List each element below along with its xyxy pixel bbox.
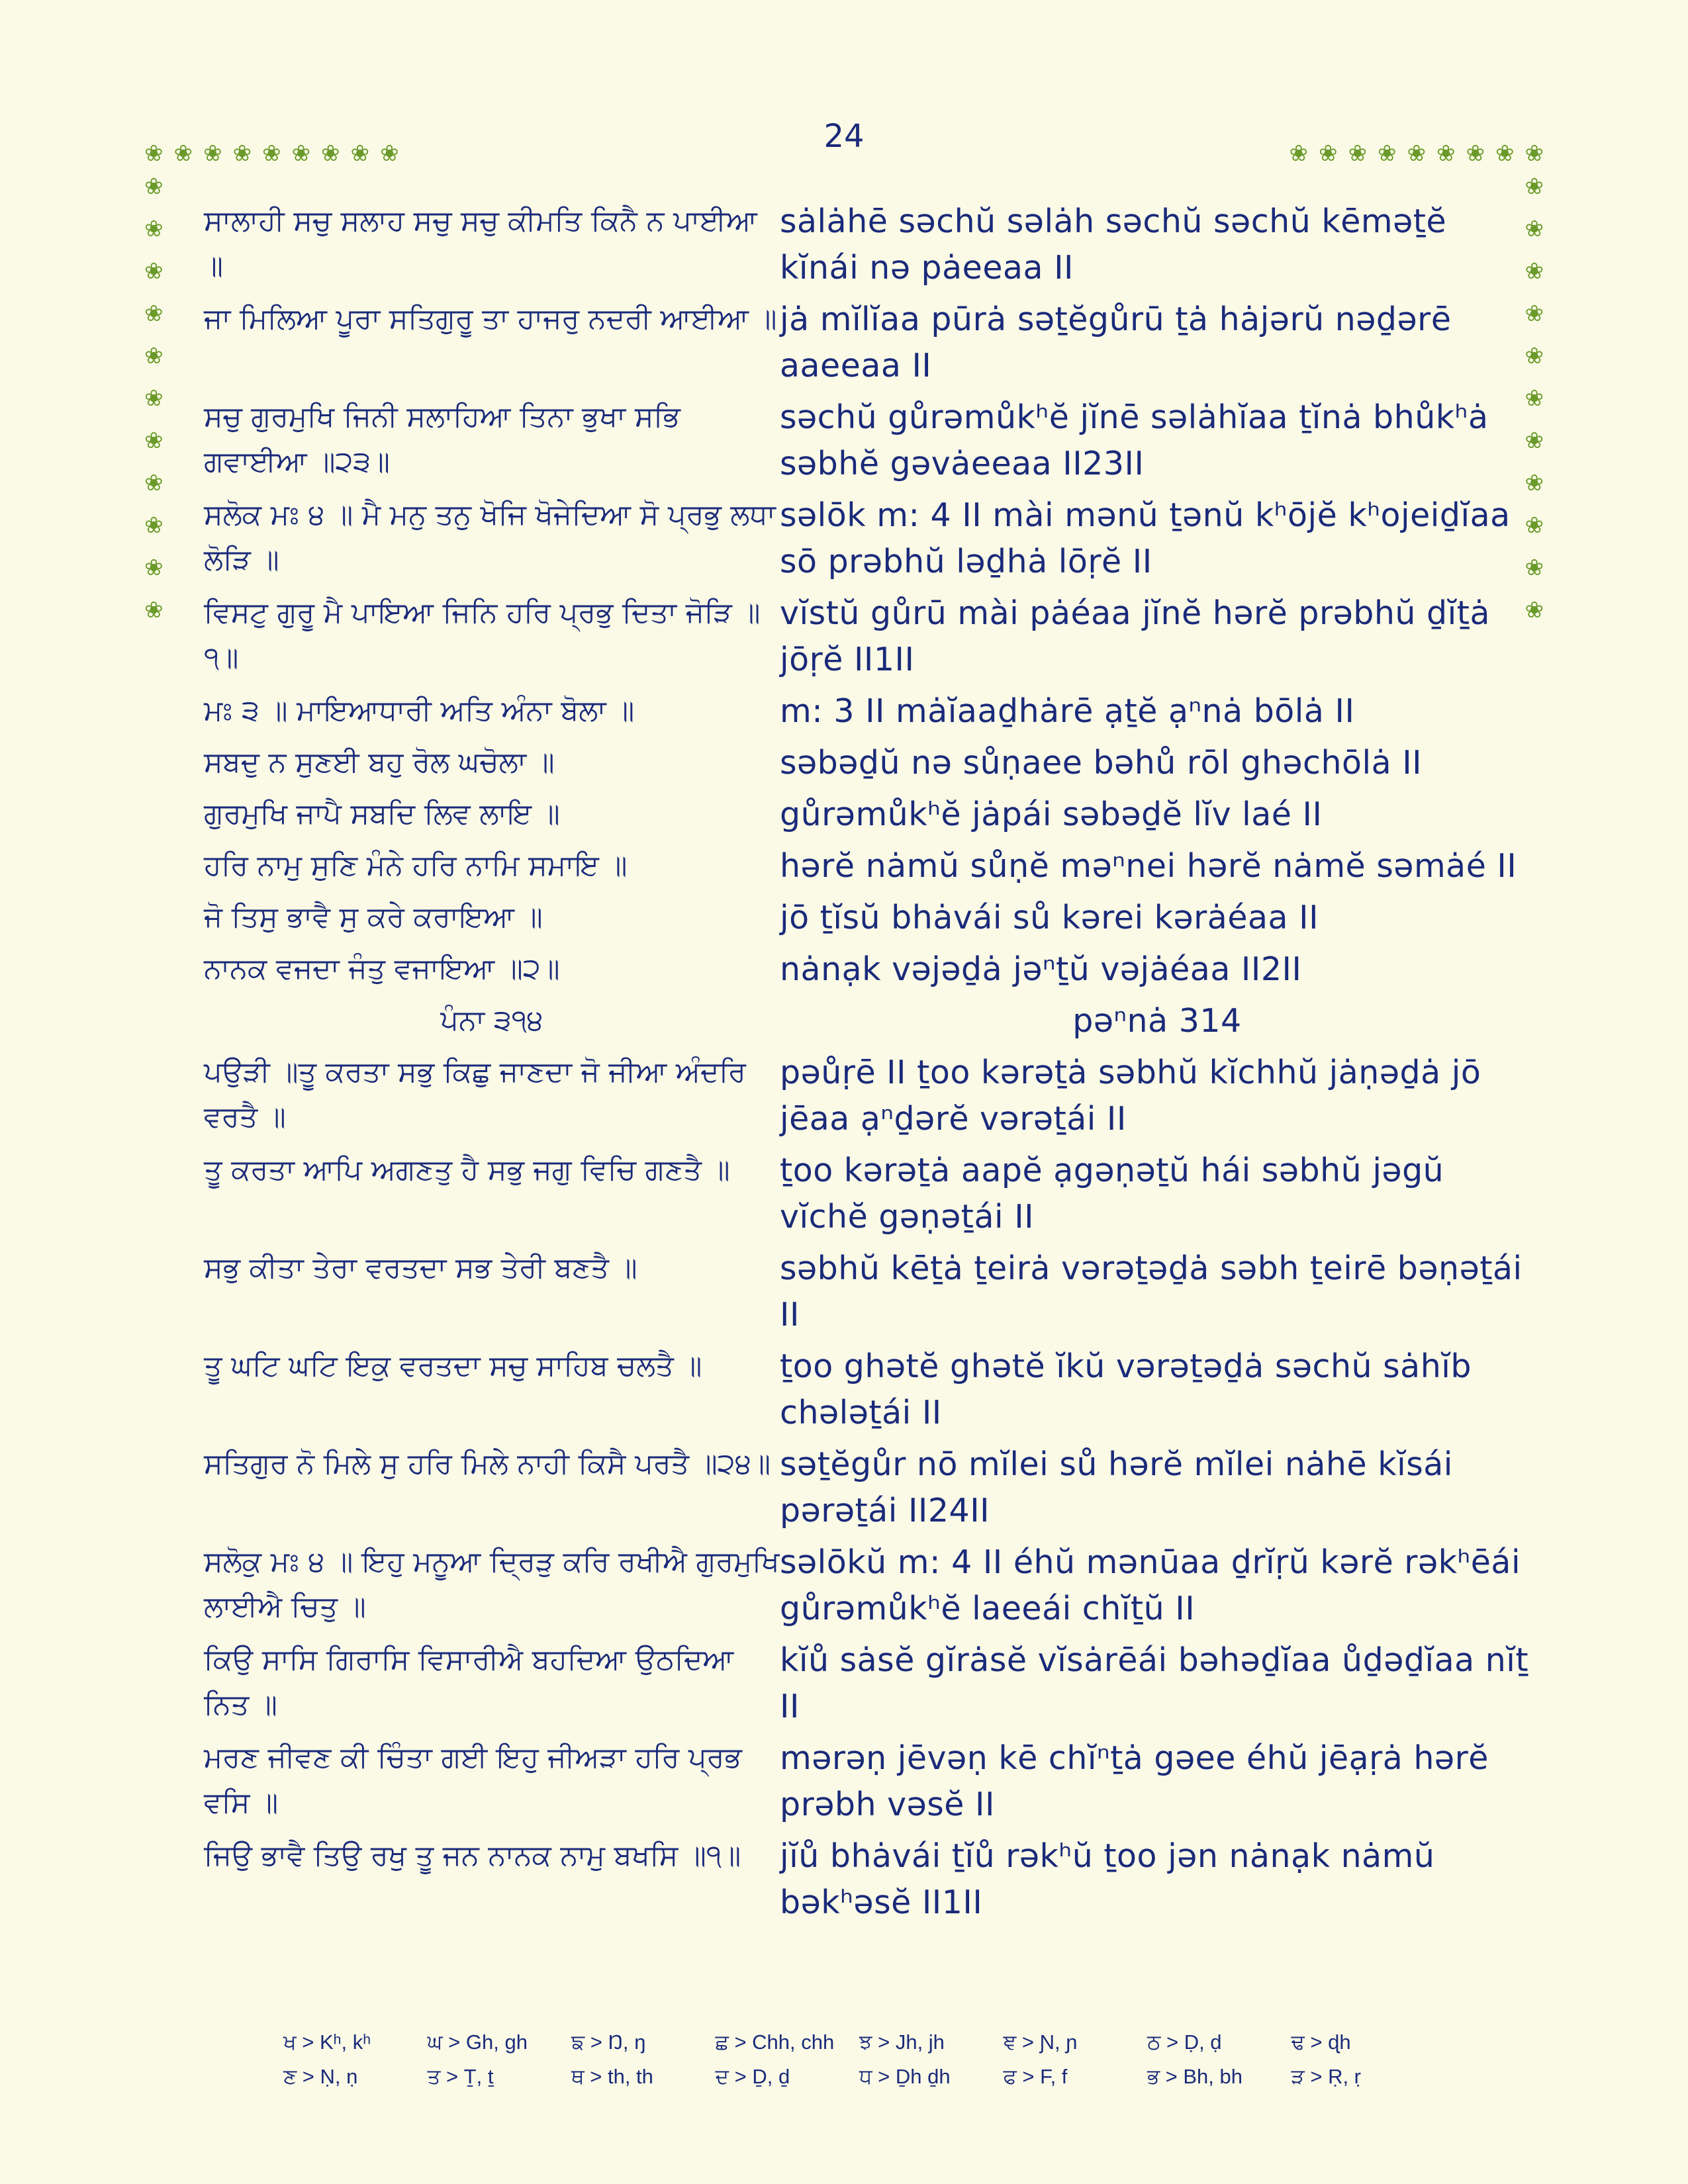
gurmukhi-text: ਜਾ ਮਿਲਿਆ ਪੂਰਾ ਸਤਿਗੁਰੂ ਤਾ ਹਾਜਰੁ ਨਦਰੀ ਆਈਆ ॥: [204, 302, 777, 336]
flower-icon: ❀: [380, 140, 399, 167]
legend-entry: ਦ > Ḏ, ḏ: [715, 2065, 790, 2088]
transliteration-legend: [283, 2025, 1435, 2094]
flower-icon: ❀: [144, 597, 164, 623]
verse-row: [204, 792, 1534, 838]
flower-icon: ❀: [144, 216, 164, 242]
gurmukhi-text: ਤੂ ਕਰਤਾ ਆਪਿ ਅਗਣਤੁ ਹੈ ਸਭੁ ਜਗੁ ਵਿਚਿ ਗਣਤੈ ॥: [204, 1154, 730, 1187]
page-number: 24: [823, 118, 865, 155]
verse-table: [204, 199, 1534, 1931]
gurmukhi-text: ਸਲੋਕੁ ਮਃ ੪ ॥ ਇਹੁ ਮਨੂਆ ਦ੍ਰਿੜੁ ਕਰਿ ਰਖੀਐ ਗੁਰਮੁਖਿ ਲਾਈਐ ਚਿਤੁ ॥: [204, 1545, 780, 1623]
gurmukhi-text: ਮਃ ੩ ॥ ਮਾਇਆਧਾਰੀ ਅਤਿ ਅੰਨਾ ਬੋਲਾ ॥: [204, 694, 635, 727]
flower-icon: ❀: [144, 343, 164, 369]
transliteration-text: pəůṛē II ṯoo kərəṯȧ səbhŭ kĭchhŭ jȧṇəḏȧ jō jēaa ạⁿḏərĕ vərəṯái II: [780, 1054, 1481, 1138]
legend-entry: ਛ > Chh, chh: [715, 2030, 835, 2054]
verse-row: [204, 688, 1534, 735]
transliteration-text: səlōk m: 4 II mài mənŭ ṯənŭ kʰōjĕ kʰojeiḏĭaa sō prəbhŭ ləḏhȧ lōṛĕ II: [780, 496, 1511, 580]
verse-row: [204, 843, 1534, 889]
transliteration-text: jȧ mĭlĭaa pūrȧ səṯĕgůrū ṯȧ hȧjərŭ nəḏərē aaeeaa II: [780, 300, 1452, 385]
gurmukhi-text: ਸਚੁ ਗੁਰਮੁਖਿ ਜਿਨੀ ਸਲਾਹਿਆ ਤਿਨਾ ਭੁਖਾ ਸਭਿ ਗਵਾਈਆ ॥੨੩॥: [204, 400, 680, 478]
flower-icon: ❀: [291, 140, 310, 167]
flower-icon: ❀: [1524, 428, 1544, 454]
transliteration-text: ṯoo kərəṯȧ aapĕ ạgəṇəṯŭ hái səbhŭ jəgŭ vĭchĕ gəṇəṯái II: [780, 1152, 1444, 1236]
gurmukhi-text: ਸਲੋਕ ਮਃ ੪ ॥ ਮੈ ਮਨੁ ਤਨੁ ਖੋਜਿ ਖੋਜੇਦਿਆ ਸੋ ਪ੍ਰਭੁ ਲਧਾ ਲੋੜਿ ॥: [204, 498, 776, 576]
flower-icon: ❀: [173, 140, 193, 167]
verse-row: [204, 1539, 1534, 1632]
flower-icon: ❀: [144, 512, 164, 539]
verse-row: [204, 946, 1534, 993]
verse-row: [204, 199, 1534, 291]
flower-icon: ❀: [1524, 597, 1544, 623]
gurmukhi-text: ਕਿਉ ਸਾਸਿ ਗਿਰਾਸਿ ਵਿਸਾਰੀਐ ਬਹਦਿਆ ਉਠਦਿਆ ਨਿਤ ॥: [204, 1643, 734, 1721]
flower-icon: ❀: [144, 470, 164, 496]
verse-row: [204, 394, 1534, 487]
gurmukhi-text: ਸਾਲਾਹੀ ਸਚੁ ਸਲਾਹ ਸਚੁ ਸਚੁ ਕੀਮਤਿ ਕਿਨੈ ਨ ਪਾਈਆ ॥: [204, 205, 757, 283]
transliteration-text: səṯĕgůr nō mĭlei sů hərĕ mĭlei nȧhē kĭsái pərəṯái II24II: [780, 1445, 1453, 1529]
transliteration-text: səchŭ gůrəmůkʰĕ jĭnē səlȧhĭaa ṯĭnȧ bhůkʰȧ səbhĕ gəvȧeeaa II23II: [780, 398, 1489, 482]
transliteration-text: pəⁿnȧ 314: [1072, 1002, 1242, 1040]
flower-icon: ❀: [144, 385, 164, 412]
legend-entry: ਠ > Ḍ, ḍ: [1147, 2030, 1222, 2054]
verse-row: [204, 895, 1534, 941]
verse-row: [204, 492, 1534, 585]
legend-row: [283, 2060, 1435, 2094]
legend-entry: ਭ > Bh, bh: [1147, 2065, 1243, 2088]
flower-icon: ❀: [1524, 470, 1544, 496]
gurmukhi-text: ਸਤਿਗੁਰ ਨੋ ਮਿਲੇ ਸੁ ਹਰਿ ਮਿਲੇ ਨਾਹੀ ਕਿਸੈ ਪਰਤੈ ॥੨੪॥: [204, 1447, 771, 1480]
flower-icon: ❀: [232, 140, 252, 167]
transliteration-text: gůrəmůkʰĕ jȧpái səbəḏĕ lĭv laé II: [780, 796, 1323, 833]
gurmukhi-text: ਪਉੜੀ ॥ਤੂ ਕਰਤਾ ਸਭੁ ਕਿਛੁ ਜਾਣਦਾ ਜੋ ਜੀਆ ਅੰਦਰਿ ਵਰਤੈ ॥: [204, 1056, 746, 1134]
legend-entry: ਤ > Ṯ, ṯ: [427, 2065, 494, 2088]
legend-entry: ਙ > Ŋ, ŋ: [571, 2030, 646, 2054]
legend-entry: ਘ > Gh, gh: [427, 2030, 528, 2054]
verse-row: [204, 590, 1534, 683]
transliteration-text: vĭstŭ gůrū mài pȧéaa jĭnĕ hərĕ prəbhŭ ḏĭṯȧ jōṛĕ II1II: [780, 594, 1490, 678]
flower-border-top-left: [144, 139, 399, 168]
flower-icon: ❀: [1524, 173, 1544, 200]
flower-icon: ❀: [1378, 140, 1397, 167]
gurmukhi-text: ਪੰਨਾ ੩੧੪: [440, 1004, 543, 1037]
legend-entry: ਞ > Ɲ, ɲ: [1003, 2030, 1078, 2054]
flower-icon: ❀: [1436, 140, 1456, 167]
flower-border-left: [144, 172, 164, 625]
transliteration-text: mərəṇ jēvəṇ kē chĭⁿṯȧ gəee éhŭ jēạṛȧ hərĕ prəbh vəsĕ II: [780, 1739, 1489, 1823]
legend-entry: ਖ > Kʰ, kʰ: [283, 2030, 371, 2054]
gurmukhi-text: ਤੂ ਘਟਿ ਘਟਿ ਇਕੁ ਵਰਤਦਾ ਸਚੁ ਸਾਹਿਬ ਚਲਤੈ ॥: [204, 1349, 702, 1383]
gurmukhi-text: ਜੋ ਤਿਸੁ ਭਾਵੈ ਸੁ ਕਰੇ ਕਰਾਇਆ ॥: [204, 901, 543, 934]
verse-row: [204, 1148, 1534, 1240]
flower-icon: ❀: [321, 140, 340, 167]
transliteration-text: səbəḏŭ nə sůṇaee bəhů rōl ghəchōlȧ II: [780, 744, 1423, 782]
legend-entry: ਧ > Ḏh ḏh: [859, 2065, 951, 2088]
verse-row: [204, 740, 1534, 786]
verse-row: [204, 296, 1534, 389]
flower-icon: ❀: [1319, 140, 1338, 167]
flower-icon: ❀: [1524, 385, 1544, 412]
flower-icon: ❀: [262, 140, 281, 167]
legend-entry: ਣ > Ṇ, ṇ: [283, 2065, 358, 2088]
flower-icon: ❀: [1524, 343, 1544, 369]
flower-icon: ❀: [144, 173, 164, 200]
transliteration-text: nȧnạk vəjəḏȧ jəⁿṯŭ vəjȧéaa II2II: [780, 950, 1302, 988]
flower-icon: ❀: [1348, 140, 1367, 167]
gurmukhi-text: ਗੁਰਮੁਖਿ ਜਾਪੈ ਸਬਦਿ ਲਿਵ ਲਾਇ ॥: [204, 797, 560, 831]
flower-icon: ❀: [144, 140, 164, 167]
legend-entry: ੜ > Ṛ, ṛ: [1291, 2065, 1362, 2088]
flower-icon: ❀: [1407, 140, 1426, 167]
flower-icon: ❀: [350, 140, 369, 167]
flower-icon: ❀: [203, 140, 222, 167]
flower-icon: ❀: [1524, 140, 1544, 167]
legend-entry: ਫ > F, f: [1003, 2065, 1068, 2088]
flower-icon: ❀: [144, 428, 164, 454]
gurmukhi-text: ਸਭੁ ਕੀਤਾ ਤੇਰਾ ਵਰਤਦਾ ਸਭ ਤੇਰੀ ਬਣਤੈ ॥: [204, 1251, 637, 1285]
flower-icon: ❀: [1289, 140, 1308, 167]
verse-row: [204, 1441, 1534, 1534]
transliteration-text: m: 3 II mȧĭaaḏhȧrē ạṯĕ ạⁿnȧ bōlȧ II: [780, 692, 1355, 730]
gurmukhi-text: ਨਾਨਕ ਵਜਦਾ ਜੰਤੁ ਵਜਾਇਆ ॥੨॥: [204, 952, 560, 985]
flower-icon: ❀: [1524, 258, 1544, 285]
flower-icon: ❀: [1524, 300, 1544, 327]
transliteration-text: sȧlȧhē səchŭ səlȧh səchŭ səchŭ kēməṯĕ kĭnái nə pȧeeaa II: [780, 203, 1447, 287]
gurmukhi-text: ਜਿਉ ਭਾਵੈ ਤਿਉ ਰਖੁ ਤੂ ਜਨ ਨਾਨਕ ਨਾਮੁ ਬਖਸਿ ॥੧॥: [204, 1839, 741, 1872]
verse-row: [204, 1246, 1534, 1338]
flower-icon: ❀: [1524, 512, 1544, 539]
gurmukhi-text: ਸਬਦੁ ਨ ਸੁਣਈ ਬਹੁ ਰੋਲ ਘਚੋਲਾ ॥: [204, 746, 555, 779]
transliteration-text: ṯoo ghətĕ ghətĕ ĭkŭ vərəṯəḏȧ səchŭ sȧhĭb chələṯái II: [780, 1347, 1472, 1432]
verse-row: [204, 1050, 1534, 1142]
gurmukhi-text: ਹਰਿ ਨਾਮੁ ਸੁਣਿ ਮੰਨੇ ਹਰਿ ਨਾਮਿ ਸਮਾਇ ॥: [204, 849, 628, 882]
flower-icon: ❀: [144, 555, 164, 581]
legend-entry: ਝ > Jh, jh: [859, 2030, 945, 2054]
transliteration-text: səlōkŭ m: 4 II éhŭ mənūaa ḏrĭṛŭ kərĕ rəkʰēái gůrəmůkʰĕ laeeái chĭṯŭ II: [780, 1543, 1521, 1627]
gurmukhi-text: ਵਿਸਟੁ ਗੁਰੂ ਮੈ ਪਾਇਆ ਜਿਨਿ ਹਰਿ ਪ੍ਰਭੁ ਦਿਤਾ ਜੋੜਿ ॥੧॥: [204, 596, 761, 674]
legend-row: [283, 2025, 1435, 2060]
verse-row: [204, 1833, 1534, 1926]
legend-entry: ਥ > th, th: [571, 2065, 653, 2088]
verse-row: [204, 1637, 1534, 1730]
verse-row: [204, 1343, 1534, 1436]
flower-icon: ❀: [1495, 140, 1515, 167]
flower-icon: ❀: [144, 300, 164, 327]
legend-entry: ਢ > ɖh: [1291, 2030, 1351, 2054]
flower-icon: ❀: [1524, 216, 1544, 242]
transliteration-text: kĭů sȧsĕ gĭrȧsĕ vĭsȧrēái bəhəḏĭaa ůḏəḏĭaa nĭṯ II: [780, 1641, 1529, 1725]
flower-icon: ❀: [1524, 555, 1544, 581]
transliteration-text: jĭů bhȧvái ṯĭů rəkʰŭ ṯoo jən nȧnạk nȧmŭ bəkʰəsĕ II1II: [780, 1837, 1435, 1921]
verse-row: [204, 1735, 1534, 1828]
transliteration-text: səbhŭ kēṯȧ ṯeirȧ vərəṯəḏȧ səbh ṯeirē bəṇəṯái II: [780, 1250, 1523, 1334]
flower-border-top-right: [1289, 139, 1544, 168]
gurmukhi-text: ਮਰਣ ਜੀਵਣ ਕੀ ਚਿੰਤਾ ਗਈ ਇਹੁ ਜੀਅੜਾ ਹਰਿ ਪ੍ਰਭ ਵਸਿ ॥: [204, 1741, 742, 1819]
transliteration-text: jō ṯĭsŭ bhȧvái sů kərei kərȧéaa II: [780, 899, 1319, 936]
flower-icon: ❀: [144, 258, 164, 285]
transliteration-text: hərĕ nȧmŭ sůṇĕ məⁿnei hərĕ nȧmĕ səmȧé II: [780, 847, 1517, 885]
page-heading-row: [204, 998, 1534, 1044]
flower-icon: ❀: [1466, 140, 1485, 167]
